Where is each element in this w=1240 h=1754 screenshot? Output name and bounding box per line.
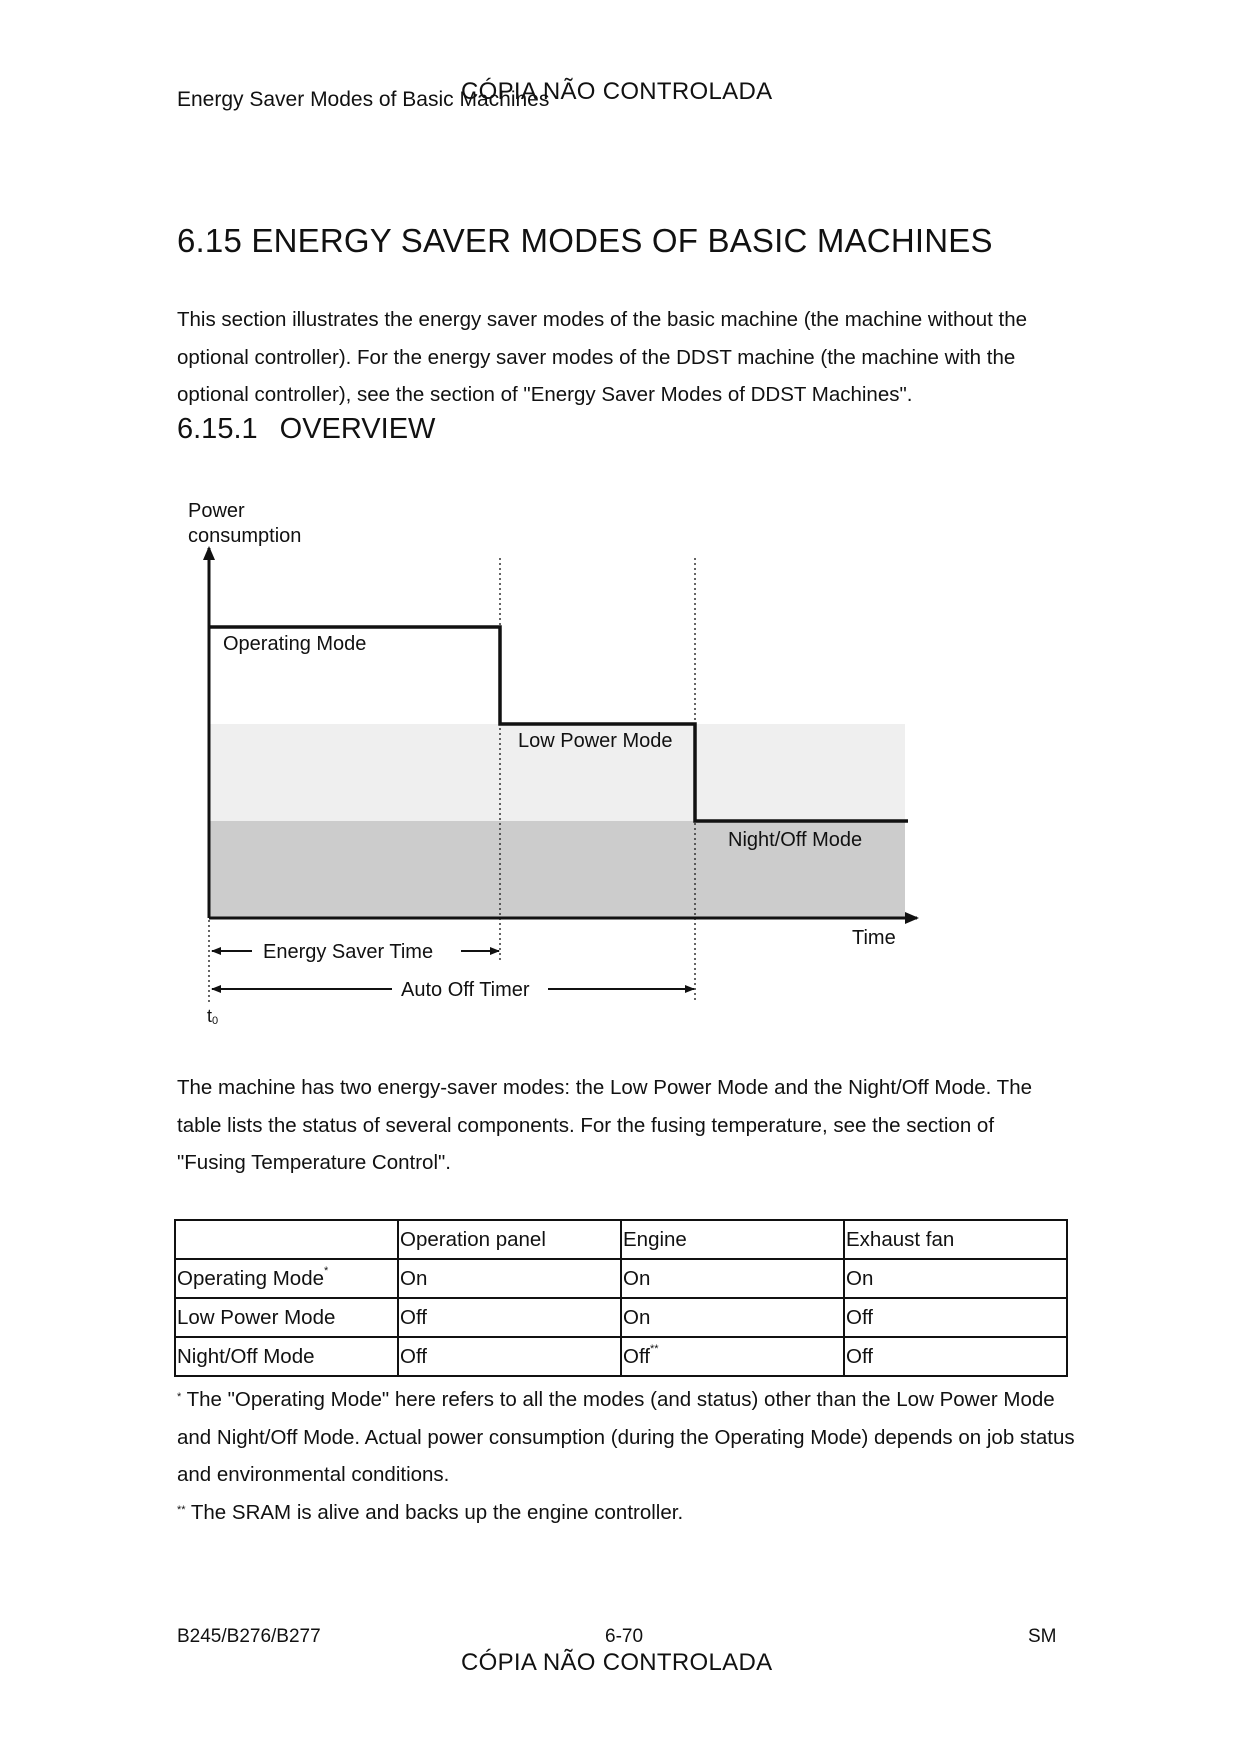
footnote-mark: * — [324, 1264, 329, 1277]
table-cell: On — [621, 1298, 844, 1337]
y-axis-label-line2: consumption — [188, 525, 302, 547]
table-cell: On — [621, 1259, 844, 1298]
table-header-cell: Operation panel — [398, 1220, 621, 1259]
subsection-number: 6.15.1 — [177, 413, 258, 445]
table-cell: Off** — [621, 1337, 844, 1376]
footnote-mark: ** — [649, 1342, 659, 1355]
footer-model-numbers: B245/B276/B277 — [177, 1626, 321, 1647]
table-cell-mode: Low Power Mode — [175, 1298, 398, 1337]
operating-mode-label: Operating Mode — [223, 633, 367, 655]
table-cell-mode: Night/Off Mode — [175, 1337, 398, 1376]
night-off-mode-label: Night/Off Mode — [728, 829, 863, 851]
t0-label: t0 — [207, 1006, 219, 1027]
table-header-cell — [175, 1220, 398, 1259]
table-row — [175, 1259, 1067, 1298]
low-power-mode-label: Low Power Mode — [518, 730, 673, 752]
table-cell: On — [844, 1259, 1067, 1298]
x-axis-label: Time — [852, 927, 896, 949]
table-header-cell: Exhaust fan — [844, 1220, 1067, 1259]
table-row — [175, 1298, 1067, 1337]
y-axis-label-line1: Power — [188, 500, 245, 522]
footer-manual-code: SM — [1028, 1626, 1057, 1647]
table-cell: Off — [844, 1337, 1067, 1376]
section-title: 6.15 ENERGY SAVER MODES OF BASIC MACHINES — [177, 222, 993, 259]
table-header-row — [175, 1220, 1067, 1259]
component-status-table — [174, 1219, 1068, 1377]
table-cell: On — [398, 1259, 621, 1298]
modes-paragraph: The machine has two energy-saver modes: the Low Power Mode and the Night/Off Mode. The table lists the status of several components. For the fusing temperature, see the section of "Fusing Temperature Control". — [177, 1076, 1033, 1174]
energy-saver-time-label: Energy Saver Time — [263, 941, 434, 963]
footnote-1: * The "Operating Mode" here refers to all the modes (and status) other than the Low Power Mode and Night/Off Mode. Actual power consumption (during the Operating Mode) depends on job status and environmental conditions. — [177, 1388, 1075, 1486]
table-cell: Off — [398, 1337, 621, 1376]
table-row — [175, 1337, 1067, 1376]
running-header: Energy Saver Modes of Basic Machines — [177, 88, 550, 111]
table-cell: Off — [398, 1298, 621, 1337]
footnote-2: ** The SRAM is alive and backs up the engine controller. — [177, 1500, 684, 1524]
table-cell-mode: Operating Mode* — [175, 1259, 398, 1298]
watermark-bottom: CÓPIA NÃO CONTROLADA — [461, 1649, 773, 1676]
watermark-top: CÓPIA NÃO CONTROLADA — [461, 78, 773, 105]
intro-paragraph: This section illustrates the energy saver modes of the basic machine (the machine without the optional controller). For the energy saver modes of the DDST machine (the machine with the optional controller), see the section of "Energy Saver Modes of DDST Machines". — [177, 308, 1028, 406]
footer-page-number: 6-70 — [605, 1626, 644, 1647]
table-header-cell: Engine — [621, 1220, 844, 1259]
subsection-title: OVERVIEW — [279, 413, 436, 445]
footnotes — [177, 1381, 1077, 1531]
table-cell: Off — [844, 1298, 1067, 1337]
auto-off-timer-label: Auto Off Timer — [401, 979, 530, 1001]
